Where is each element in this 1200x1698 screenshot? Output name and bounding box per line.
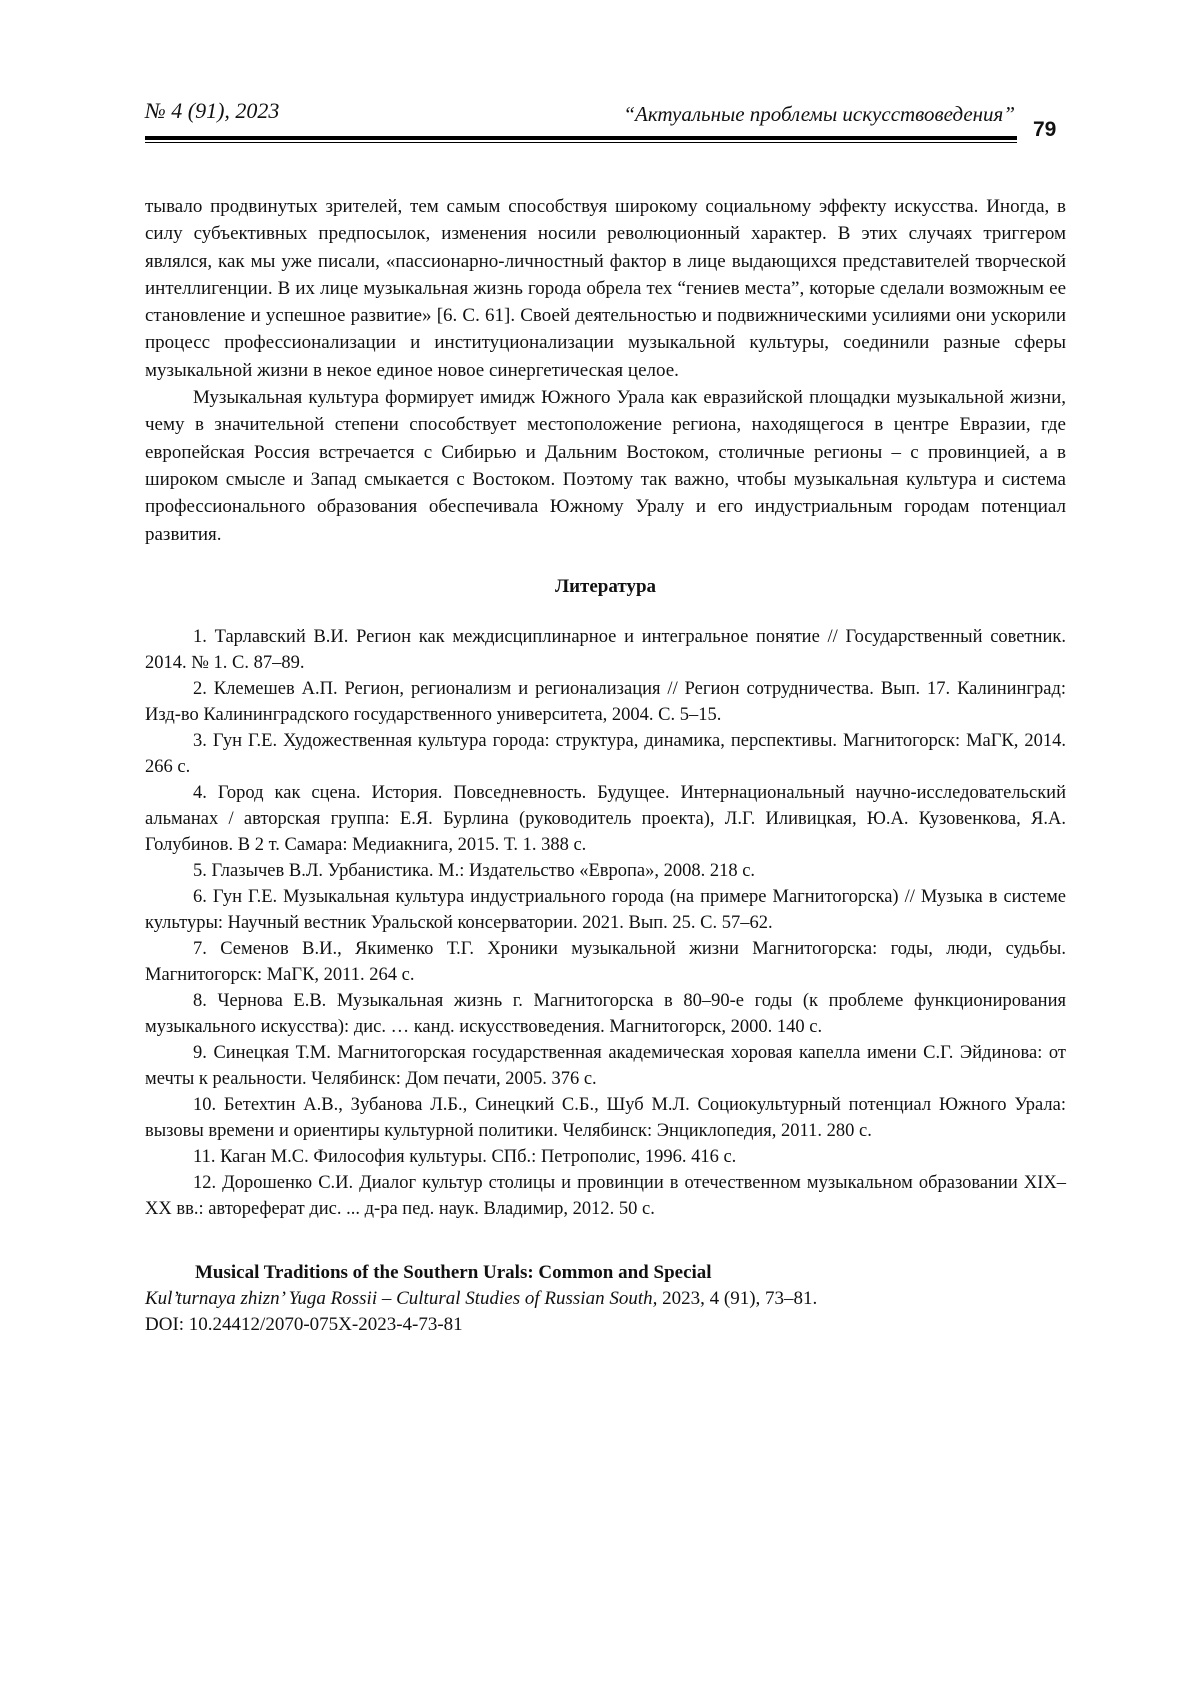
citation-details: 2023, 4 (91), 73–81. — [657, 1288, 817, 1309]
journal-section: “Актуальные проблемы искусствоведения” — [623, 102, 1015, 127]
reference-item: 10. Бетехтин А.В., Зубанова Л.Б., Синецкий С.Б., Шуб М.Л. Социокультурный потенциал Южного Урала: вызовы времени и ориентиры культурной политики. Челябинск: Энциклопедия, 2011. 280 с. — [145, 1092, 1066, 1144]
journal-name: Kul’turnaya zhizn’ Yuga Rossii – Cultural Studies of Russian South, — [145, 1288, 657, 1309]
english-title: Musical Traditions of the Southern Urals: Common and Special — [145, 1260, 1066, 1286]
english-citation — [145, 1260, 1066, 1338]
header-rule — [145, 136, 1017, 140]
running-header — [145, 98, 1015, 138]
reference-item: 5. Глазычев В.Л. Урбанистика. М.: Издательство «Европа», 2008. 218 с. — [145, 858, 1066, 884]
body-paragraph: Музыкальная культура формирует имидж Южного Урала как евразийской площадки музыкальной жизни, чему в значительной степени способствует местоположение региона, находящегося в центре Евразии, где европейская Россия встречается с Сибирью и Дальним Востоком, столичные регионы – с провинцией, а в широком смысле и Запад смыкается с Востоком. Поэтому так важно, чтобы музыкальная культура и система профессионального образования обеспечивала Южному Уралу и его индустриальным городам потенциал развития. — [145, 384, 1066, 548]
reference-item: 7. Семенов В.И., Якименко Т.Г. Хроники музыкальной жизни Магнитогорска: годы, люди, судьбы. Магнитогорск: МаГК, 2011. 264 с. — [145, 936, 1066, 988]
reference-item: 2. Клемешев А.П. Регион, регионализм и регионализация // Регион сотрудничества. Вып. 17. Калининград: Изд-во Калининградского государственного университета, 2004. С. 5–15. — [145, 676, 1066, 728]
reference-item: 11. Каган М.С. Философия культуры. СПб.: Петрополис, 1996. 416 с. — [145, 1144, 1066, 1170]
doi: DOI: 10.24412/2070-075X-2023-4-73-81 — [145, 1312, 1066, 1338]
literature-heading: Литература — [145, 576, 1066, 598]
issue-number: № 4 (91), 2023 — [145, 98, 279, 124]
body-paragraph: тывало продвинутых зрителей, тем самым способствуя широкому социальному эффекту искусства. Иногда, в силу субъективных предпосылок, изменения носили революционный характер. В этих случаях триггером являлся, как мы уже писали, «пассионарно-личностный фактор в лице выдающихся представителей творческой интеллигенции. В их лице музыкальная жизнь города обрела тех “гениев места”, которые сделали возможным ее становление и успешное развитие» [6. С. 61]. Своей деятельностью и подвижническими усилиями они ускорили процесс профессионализации и институционализации музыкальной культуры, соединили разные сферы музыкальной жизни в некое единое новое синергетическая целое. — [145, 193, 1066, 384]
reference-list — [145, 624, 1066, 1222]
header-rule-thin — [145, 142, 1017, 143]
page-number: 79 — [1033, 118, 1056, 142]
reference-item: 1. Тарлавский В.И. Регион как междисциплинарное и интегральное понятие // Государственный советник. 2014. № 1. С. 87–89. — [145, 624, 1066, 676]
reference-item: 9. Синецкая Т.М. Магнитогорская государственная академическая хоровая капелла имени С.Г. Эйдинова: от мечты к реальности. Челябинск: Дом печати, 2005. 376 с. — [145, 1040, 1066, 1092]
reference-item: 12. Дорошенко С.И. Диалог культур столицы и провинции в отечественном музыкальном образовании XIX–XX вв.: автореферат дис. ... д-ра пед. наук. Владимир, 2012. 50 с. — [145, 1170, 1066, 1222]
reference-item: 8. Чернова Е.В. Музыкальная жизнь г. Магнитогорска в 80–90-е годы (к проблеме функционирования музыкального искусства): дис. … канд. искусствоведения. Магнитогорск, 2000. 140 с. — [145, 988, 1066, 1040]
reference-item: 3. Гун Г.Е. Художественная культура города: структура, динамика, перспективы. Магнитогорск: МаГК, 2014. 266 с. — [145, 728, 1066, 780]
main-content — [145, 193, 1066, 1338]
reference-item: 4. Город как сцена. История. Повседневность. Будущее. Интернациональный научно-исследовательский альманах / авторская группа: Е.Я. Бурлина (руководитель проекта), Л.Г. Иливицкая, Ю.А. Кузовенкова, Я.А. Голубинов. В 2 т. Самара: Медиакнига, 2015. Т. 1. 388 с. — [145, 780, 1066, 858]
reference-item: 6. Гун Г.Е. Музыкальная культура индустриального города (на примере Магнитогорска) // Музыка в системе культуры: Научный вестник Уральской консерватории. 2021. Вып. 25. С. 57–62. — [145, 884, 1066, 936]
